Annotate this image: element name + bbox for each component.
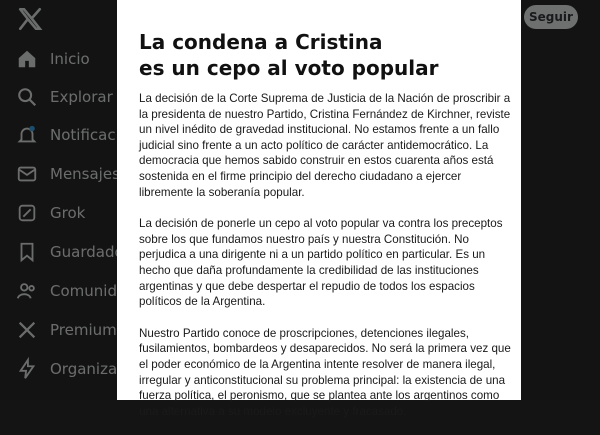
- statement-image: [117, 0, 521, 418]
- statement-title: [139, 29, 509, 81]
- statement-paragraph: Nuestro Partido conoce de proscripciones, detenciones ilegales, fusilamientos, bombardeos y desaparecidos. No será la primera vez que el poder económico de la Argentina intente resolver de manera ilegal, irregular y anticonstitucional su problema principal: la existencia de una fuerza política, el peronismo, que se plantea ante los argentinos como una alternativa a su modelo excluyente y fracasado.: [139, 326, 511, 418]
- title-line-1: La condena a Cristina: [139, 30, 383, 54]
- statement-paragraph: La decisión de la Corte Suprema de Justicia de la Nación de proscribir a la presidenta de nuestro Partido, Cristina Fernández de Kirchner, reviste un nivel inédito de gravedad institucional. No estamos frente a un fallo judicial sino frente a un acto político de carácter antidemocrático. La democracia que hemos sabido construir en estos cuarenta años está sostenida en el firme principio del derecho ciudadano a ejercer libremente la soberanía popular.: [139, 92, 511, 199]
- statement-body: [139, 91, 511, 435]
- title-line-2: es un cepo al voto popular: [139, 56, 439, 80]
- statement-paragraph: La decisión de ponerle un cepo al voto popular va contra los preceptos sobre los que fundamos nuestro país y nuestra Constitución. No perjudica a una dirigente ni a un partido político en particular. Es un hecho que daña profundamente la credibilidad de las instituciones argentinas y que debe despertar el repudio de todos los espacios políticos de la Argentina.: [139, 217, 503, 309]
